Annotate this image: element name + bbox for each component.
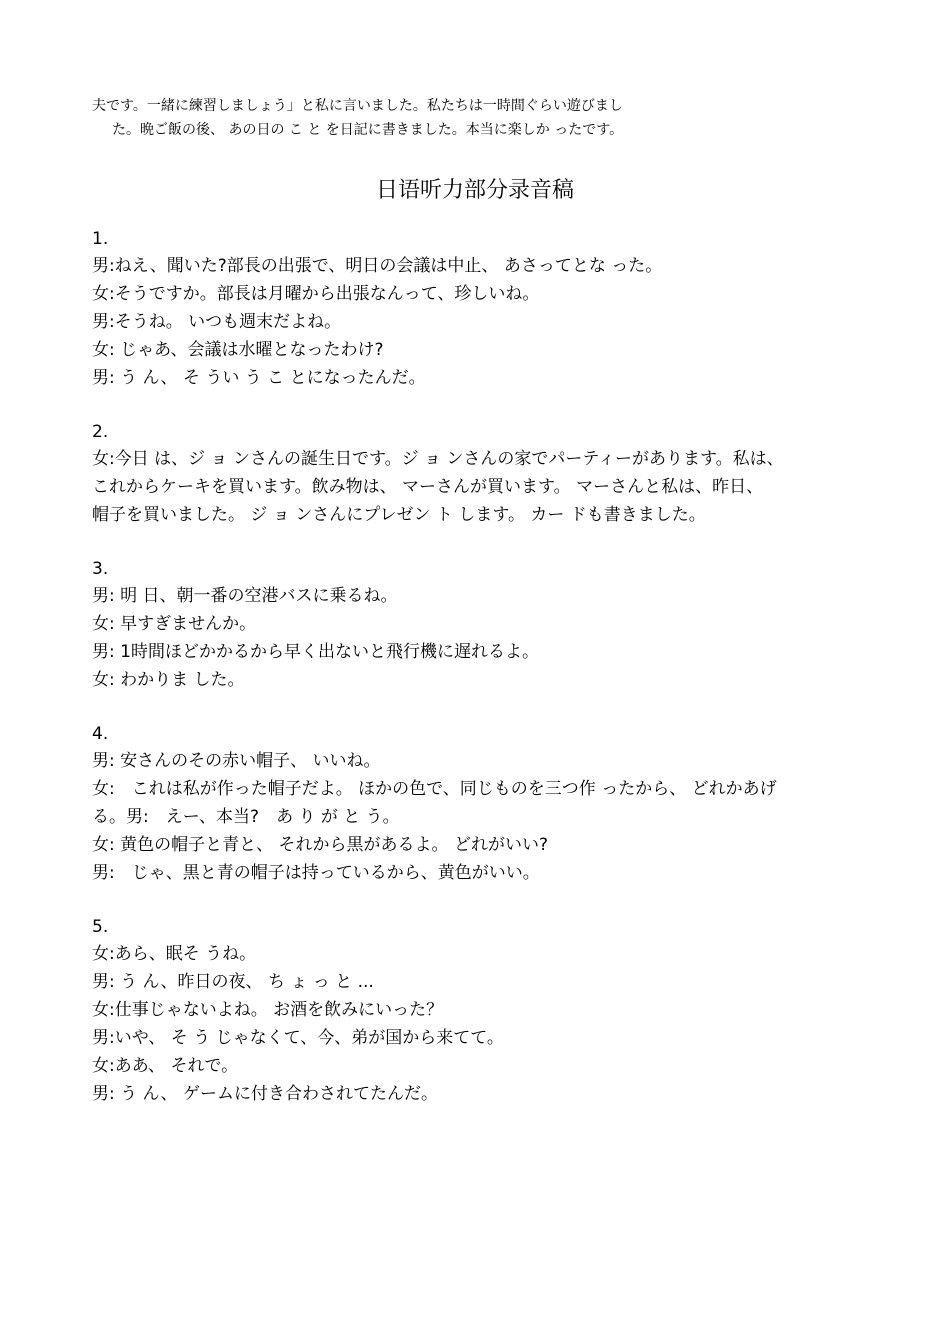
- dialogue-number: 2.: [92, 422, 109, 442]
- dialogue-line: 男: 安さんのその赤い帽子、 いいね。: [92, 751, 381, 771]
- dialogue-line: 女:あら、眠そ うね。: [92, 944, 257, 964]
- dialogue-4: [92, 721, 872, 887]
- dialogue-line: 女:そうですか。部長は月曜から出張なんって、珍しいね。: [92, 284, 540, 304]
- dialogue-5: [92, 914, 872, 1108]
- dialogue-line: 男: う ん、 ゲームに付き合わされてたんだ。: [92, 1084, 438, 1104]
- dialogue-line: 男: う ん、昨日の夜、 ち ょ っ と ...: [92, 972, 374, 992]
- dialogue-line: 帽子を買いました。 ジ ョ ンさんにプレゼン ト します。 カー ドも書きました。: [92, 505, 706, 525]
- dialogue-line: 男:そうね。 いつも週末だよね。: [92, 312, 342, 332]
- dialogue-number: 3.: [92, 559, 109, 579]
- dialogue-line: これからケーキを買います。飲み物は、 マーさんが買います。 マーさんと私は、昨日、: [92, 477, 764, 497]
- dialogue-3: [92, 556, 872, 694]
- dialogue-line: 男: 1時間ほどかかるから早く出ないと飛行機に遅れるよ。: [92, 642, 539, 662]
- dialogue-line: 女:ああ、 それで。: [92, 1056, 239, 1076]
- dialogue-number: 4.: [92, 724, 109, 744]
- dialogue-line: 女: 黄色の帽子と青と、 それから黒があるよ。 どれがいい?: [92, 835, 548, 855]
- dialogue-2: [92, 419, 872, 529]
- dialogue-line: 男: う ん、 そ うい う こ とになったんだ。: [92, 368, 426, 388]
- dialogue-line: 女:今日 は、ジ ョ ンさんの誕生日です。ジ ョ ンさんの家でパーティーがあります。私は、: [92, 449, 784, 469]
- dialogue-line: 女: わかりま した。: [92, 670, 245, 690]
- dialogue-number: 1.: [92, 229, 109, 249]
- page-title: 日语听力部分录音稿: [375, 178, 574, 203]
- intro-line: た。晩ご飯の後、 あの日の こ と を日記に書きました。本当に楽しか ったです。: [112, 122, 624, 138]
- dialogue-1: [92, 226, 872, 392]
- dialogue-line: 女: これは私が作った帽子だよ。 ほかの色で、同じものを三つ作 ったから、 どれかあげ: [92, 779, 777, 799]
- dialogue-line: る。男: えー、本当? あ り が と う。: [92, 807, 400, 827]
- dialogue-number: 5.: [92, 917, 109, 937]
- dialogue-line: 女:仕事じゃないよね。 お酒を飲みにいった？: [92, 1000, 444, 1020]
- dialogue-line: 男:いや、 そ う じゃなくて、今、弟が国から来てて。: [92, 1028, 504, 1048]
- dialogue-line: 女: じゃあ、会議は水曜となったわけ?: [92, 340, 384, 360]
- dialogue-line: 男: 明 日、朝一番の空港バスに乗るね。: [92, 586, 398, 606]
- dialogue-list: [92, 226, 872, 1135]
- intro-line: 夫です。一緒に練習しましょう」と私に言いました。私たちは一時間ぐらい遊びまし: [92, 98, 623, 114]
- dialogue-line: 女: 早すぎませんか。: [92, 614, 257, 634]
- dialogue-line: 男:ねえ、聞いた?部長の出張で、明日の会議は中止、 あさってとな った。: [92, 256, 663, 276]
- intro-paragraph: [92, 94, 892, 142]
- dialogue-line: 男: じゃ、黒と青の帽子は持っているから、黄色がいい。: [92, 863, 540, 883]
